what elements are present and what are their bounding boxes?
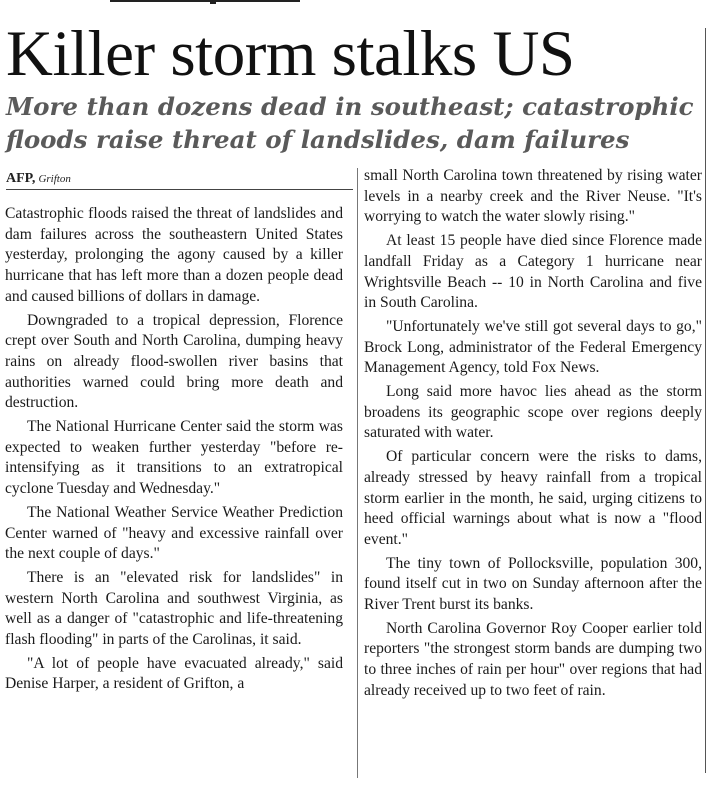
byline-agency: AFP, [6, 171, 36, 186]
paragraph: The National Weather Service Weather Prediction Center warned of "heavy and excessive rainfall over the next couple of days." [5, 503, 343, 563]
paragraph: small North Carolina town threatened by rising water levels in a nearby creek and the River Neuse. "It's worrying to watch the water slowly rising." [364, 167, 702, 226]
paragraph: "Unfortunately we've still got several days to go," Brock Long, administrator of the Federal Emergency Management Agency, told Fox News. [364, 317, 702, 377]
byline [6, 171, 346, 186]
paragraph: Of particular concern were the risks to dams, already stressed by heavy rainfall from a tropical storm earlier in the month, he said, urging citizens to heed official warnings about what is now a "flood event." [364, 448, 702, 548]
paragraph: The tiny town of Pollocksville, population 300, found itself cut in two on Sunday afternoon after the River Trent burst its banks. [364, 554, 702, 614]
paragraph: "A lot of people have evacuated already," said Denise Harper, a resident of Grifton, a [5, 654, 343, 693]
paragraph: At least 15 people have died since Florence made landfall Friday as a Category 1 hurricane near Wrightsville Beach -- 10 in North Carolina and five in South Carolina. [364, 232, 702, 312]
subheadline: More than dozens dead in southeast; catastrophic floods raise threat of landslides, dam failures [6, 92, 694, 154]
article-column-left [5, 204, 343, 698]
article-column-right [364, 166, 702, 705]
headline: Killer storm stalks US [6, 18, 575, 90]
clipped-previous-glyph [210, 0, 216, 4]
paragraph: Catastrophic floods raised the threat of landslides and dam failures across the southeastern United States yesterday, prolonging the agony caused by a killer hurricane that has left more than a dozen people dead and caused billions of dollars in damage. [5, 205, 343, 305]
column-divider [357, 168, 358, 778]
paragraph: Downgraded to a tropical depression, Florence crept over South and North Carolina, dumping heavy rains on already flood-swollen river basins that authorities warned could bring more death and destruction. [5, 311, 343, 412]
paragraph: The National Hurricane Center said the storm was expected to weaken further yesterday "before re-intensifying as it transitions to an extratropical cyclone Tuesday and Wednesday." [5, 418, 343, 498]
paragraph: There is an "elevated risk for landslides" in western North Carolina and southwest Virginia, as well as a danger of "catastrophic and life-threatening flash flooding" in parts of the Carolinas, it said. [5, 568, 343, 649]
clipped-previous-line [110, 0, 300, 6]
paragraph: North Carolina Governor Roy Cooper earlier told reporters "the strongest storm bands are dumping two to three inches of rain per hour" over regions that had already received up to two feet of rain. [364, 619, 702, 699]
paragraph: Long said more havoc lies ahead as the storm broadens its geographic scope over regions deeply saturated with water. [364, 383, 702, 442]
byline-divider [6, 189, 353, 190]
byline-place: Grifton [38, 173, 71, 185]
